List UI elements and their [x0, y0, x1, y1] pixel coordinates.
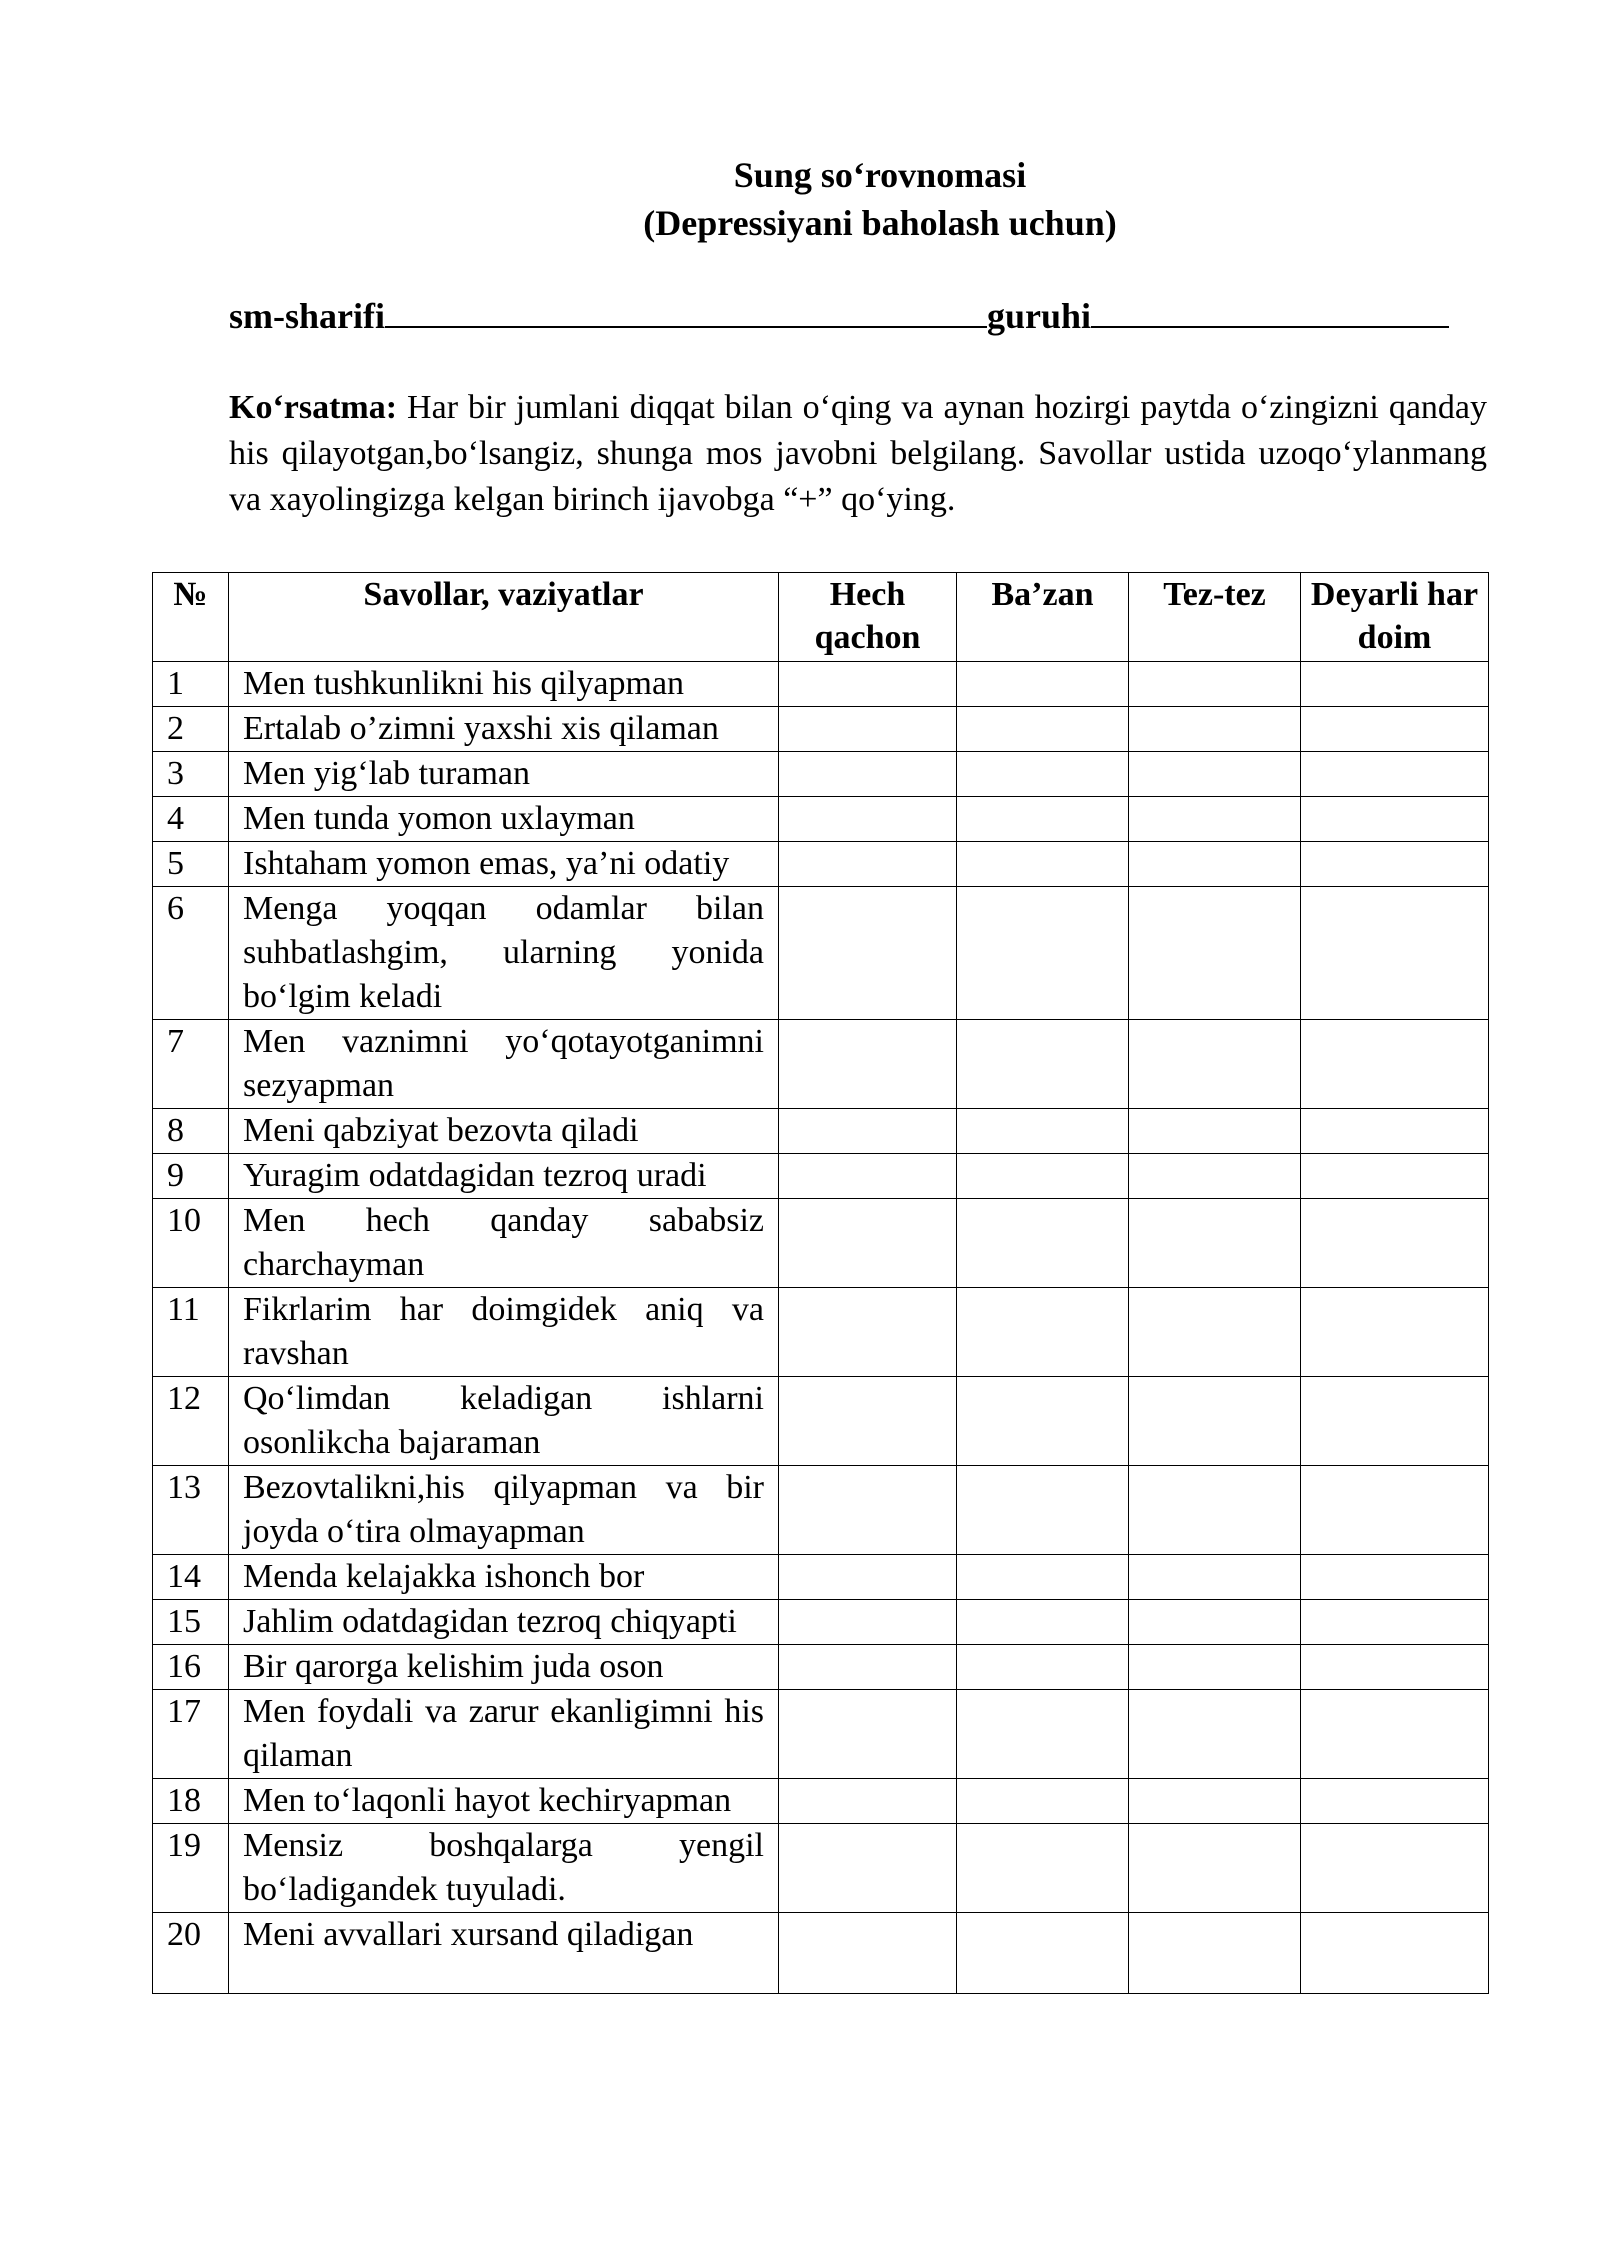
- instruction-text: Har bir jumlani diqqat bilan o‘qing va aynan hozirgi paytda o‘zingizni qanday his qilayotgan,bo‘lsangiz, shunga mos javobni belgilang. Savollar ustida uzoqo‘ylanmang va xayolingizga kelgan birinch ijavobga “+” qo‘ying.: [229, 389, 1487, 518]
- row-question: Men tunda yomon uxlayman: [229, 797, 779, 842]
- answer-cell-sometimes[interactable]: [957, 1020, 1129, 1109]
- row-number: 10: [153, 1199, 229, 1288]
- answer-cell-always[interactable]: [1301, 1779, 1489, 1824]
- row-question: Men yig‘lab turaman: [229, 752, 779, 797]
- row-question: Menga yoqqan odamlar bilan suhbatlashgim, ularning yonida bo‘lgim keladi: [229, 887, 779, 1020]
- answer-cell-always[interactable]: [1301, 1199, 1489, 1288]
- row-number: 4: [153, 797, 229, 842]
- answer-cell-sometimes[interactable]: [957, 1690, 1129, 1779]
- answer-cell-always[interactable]: [1301, 707, 1489, 752]
- answer-cell-never[interactable]: [779, 1466, 957, 1555]
- row-question: Bir qarorga kelishim juda oson: [229, 1645, 779, 1690]
- row-number: 3: [153, 752, 229, 797]
- row-number: 7: [153, 1020, 229, 1109]
- table-row: [153, 1779, 1489, 1824]
- answer-cell-often[interactable]: [1129, 1377, 1301, 1466]
- row-number: 11: [153, 1288, 229, 1377]
- header-always: Deyarli har doim: [1301, 573, 1489, 662]
- answer-cell-often[interactable]: [1129, 1779, 1301, 1824]
- answer-cell-never[interactable]: [779, 1600, 957, 1645]
- answer-cell-never[interactable]: [779, 662, 957, 707]
- group-blank-line: [1091, 292, 1449, 328]
- answer-cell-often[interactable]: [1129, 842, 1301, 887]
- answer-cell-always[interactable]: [1301, 1288, 1489, 1377]
- row-number: 15: [153, 1600, 229, 1645]
- answer-cell-always[interactable]: [1301, 1600, 1489, 1645]
- table-row: [153, 1913, 1489, 1994]
- table-header-row: [153, 573, 1489, 662]
- answer-cell-sometimes[interactable]: [957, 752, 1129, 797]
- answer-cell-sometimes[interactable]: [957, 1288, 1129, 1377]
- answer-cell-often[interactable]: [1129, 1020, 1301, 1109]
- table-row: [153, 1555, 1489, 1600]
- answer-cell-never[interactable]: [779, 1020, 957, 1109]
- header-often: Tez-tez: [1129, 573, 1301, 662]
- answer-cell-often[interactable]: [1129, 1466, 1301, 1555]
- table-row: [153, 1199, 1489, 1288]
- table-row: [153, 1377, 1489, 1466]
- answer-cell-often[interactable]: [1129, 1109, 1301, 1154]
- instruction-label: Ko‘rsatma:: [229, 389, 398, 426]
- answer-cell-often[interactable]: [1129, 797, 1301, 842]
- answer-cell-never[interactable]: [779, 1199, 957, 1288]
- answer-cell-often[interactable]: [1129, 1288, 1301, 1377]
- answer-cell-never[interactable]: [779, 707, 957, 752]
- answer-cell-sometimes[interactable]: [957, 842, 1129, 887]
- table-row: [153, 752, 1489, 797]
- name-blank-line: [385, 292, 987, 328]
- row-question: Fikrlarim har doimgidek aniq va ravshan: [229, 1288, 779, 1377]
- row-question: Men vaznimni yo‘qotayotganimni sezyapman: [229, 1020, 779, 1109]
- answer-cell-never[interactable]: [779, 1779, 957, 1824]
- row-number: 20: [153, 1913, 229, 1994]
- name-group-field: [229, 292, 1469, 339]
- row-question: Bezovtalikni,his qilyapman va bir joyda o‘tira olmayapman: [229, 1466, 779, 1555]
- answer-cell-never[interactable]: [779, 1555, 957, 1600]
- answer-cell-sometimes[interactable]: [957, 662, 1129, 707]
- survey-table: [152, 572, 1489, 1994]
- row-number: 19: [153, 1824, 229, 1913]
- row-question: Ishtaham yomon emas, ya’ni odatiy: [229, 842, 779, 887]
- row-question: Men to‘laqonli hayot kechiryapman: [229, 1779, 779, 1824]
- table-row: [153, 1154, 1489, 1199]
- answer-cell-sometimes[interactable]: [957, 1154, 1129, 1199]
- answer-cell-never[interactable]: [779, 1154, 957, 1199]
- table-row: [153, 842, 1489, 887]
- answer-cell-sometimes[interactable]: [957, 1645, 1129, 1690]
- header-question: Savollar, vaziyatlar: [229, 573, 779, 662]
- answer-cell-sometimes[interactable]: [957, 1377, 1129, 1466]
- table-row: [153, 1824, 1489, 1913]
- answer-cell-sometimes[interactable]: [957, 1466, 1129, 1555]
- answer-cell-sometimes[interactable]: [957, 1779, 1129, 1824]
- answer-cell-never[interactable]: [779, 1824, 957, 1913]
- table-row: [153, 662, 1489, 707]
- header-number: №: [153, 573, 229, 662]
- answer-cell-often[interactable]: [1129, 1824, 1301, 1913]
- answer-cell-always[interactable]: [1301, 1913, 1489, 1994]
- answer-cell-always[interactable]: [1301, 1377, 1489, 1466]
- row-question: Men foydali va zarur ekanligimni his qilaman: [229, 1690, 779, 1779]
- answer-cell-always[interactable]: [1301, 842, 1489, 887]
- answer-cell-always[interactable]: [1301, 1466, 1489, 1555]
- answer-cell-often[interactable]: [1129, 1645, 1301, 1690]
- answer-cell-always[interactable]: [1301, 1154, 1489, 1199]
- answer-cell-sometimes[interactable]: [957, 707, 1129, 752]
- answer-cell-often[interactable]: [1129, 1555, 1301, 1600]
- row-question: Meni qabziyat bezovta qiladi: [229, 1109, 779, 1154]
- answer-cell-sometimes[interactable]: [957, 1199, 1129, 1288]
- answer-cell-never[interactable]: [779, 1288, 957, 1377]
- table-row: [153, 1600, 1489, 1645]
- answer-cell-sometimes[interactable]: [957, 1555, 1129, 1600]
- table-row: [153, 707, 1489, 752]
- answer-cell-sometimes[interactable]: [957, 887, 1129, 1020]
- row-number: 1: [153, 662, 229, 707]
- row-number: 13: [153, 1466, 229, 1555]
- answer-cell-always[interactable]: [1301, 797, 1489, 842]
- answer-cell-often[interactable]: [1129, 752, 1301, 797]
- answer-cell-often[interactable]: [1129, 1154, 1301, 1199]
- answer-cell-always[interactable]: [1301, 887, 1489, 1020]
- answer-cell-often[interactable]: [1129, 1600, 1301, 1645]
- page-subtitle: (Depressiyani baholash uchun): [643, 203, 1117, 243]
- answer-cell-often[interactable]: [1129, 887, 1301, 1020]
- answer-cell-always[interactable]: [1301, 1645, 1489, 1690]
- row-number: 5: [153, 842, 229, 887]
- row-number: 16: [153, 1645, 229, 1690]
- group-label: guruhi: [987, 296, 1092, 336]
- answer-cell-never[interactable]: [779, 1645, 957, 1690]
- table-row: [153, 1690, 1489, 1779]
- answer-cell-sometimes[interactable]: [957, 797, 1129, 842]
- row-number: 12: [153, 1377, 229, 1466]
- row-number: 2: [153, 707, 229, 752]
- row-question: Menda kelajakka ishonch bor: [229, 1555, 779, 1600]
- answer-cell-always[interactable]: [1301, 1555, 1489, 1600]
- answer-cell-often[interactable]: [1129, 707, 1301, 752]
- answer-cell-never[interactable]: [779, 797, 957, 842]
- answer-cell-always[interactable]: [1301, 1020, 1489, 1109]
- answer-cell-never[interactable]: [779, 1690, 957, 1779]
- instruction-paragraph: [229, 385, 1487, 523]
- answer-cell-always[interactable]: [1301, 1109, 1489, 1154]
- row-question: Mensiz boshqalarga yengil bo‘ladigandek tuyuladi.: [229, 1824, 779, 1913]
- table-row: [153, 1645, 1489, 1690]
- table-row: [153, 887, 1489, 1020]
- header-never: Hech qachon: [779, 573, 957, 662]
- answer-cell-never[interactable]: [779, 1913, 957, 1994]
- row-question: Qo‘limdan keladigan ishlarni osonlikcha bajaraman: [229, 1377, 779, 1466]
- header-sometimes: Ba’zan: [957, 573, 1129, 662]
- answer-cell-never[interactable]: [779, 887, 957, 1020]
- row-number: 9: [153, 1154, 229, 1199]
- row-question: Jahlim odatdagidan tezroq chiqyapti: [229, 1600, 779, 1645]
- name-label: sm-sharifi: [229, 296, 385, 336]
- table-row: [153, 1466, 1489, 1555]
- answer-cell-never[interactable]: [779, 1109, 957, 1154]
- row-question: Meni avvallari xursand qiladigan: [229, 1913, 779, 1994]
- answer-cell-always[interactable]: [1301, 1824, 1489, 1913]
- table-row: [153, 1109, 1489, 1154]
- answer-cell-sometimes[interactable]: [957, 1824, 1129, 1913]
- table-row: [153, 797, 1489, 842]
- answer-cell-sometimes[interactable]: [957, 1109, 1129, 1154]
- answer-cell-never[interactable]: [779, 842, 957, 887]
- table-row: [153, 1020, 1489, 1109]
- row-number: 17: [153, 1690, 229, 1779]
- answer-cell-always[interactable]: [1301, 752, 1489, 797]
- answer-cell-often[interactable]: [1129, 1199, 1301, 1288]
- answer-cell-always[interactable]: [1301, 662, 1489, 707]
- answer-cell-sometimes[interactable]: [957, 1600, 1129, 1645]
- answer-cell-never[interactable]: [779, 752, 957, 797]
- row-number: 6: [153, 887, 229, 1020]
- row-number: 18: [153, 1779, 229, 1824]
- table-row: [153, 1288, 1489, 1377]
- answer-cell-often[interactable]: [1129, 662, 1301, 707]
- row-question: Ertalab o’zimni yaxshi xis qilaman: [229, 707, 779, 752]
- answer-cell-often[interactable]: [1129, 1690, 1301, 1779]
- row-number: 14: [153, 1555, 229, 1600]
- answer-cell-sometimes[interactable]: [957, 1913, 1129, 1994]
- page-title: Sung so‘rovnomasi: [733, 155, 1027, 195]
- answer-cell-often[interactable]: [1129, 1913, 1301, 1994]
- row-question: Yuragim odatdagidan tezroq uradi: [229, 1154, 779, 1199]
- row-question: Men hech qanday sababsiz charchayman: [229, 1199, 779, 1288]
- answer-cell-always[interactable]: [1301, 1690, 1489, 1779]
- row-number: 8: [153, 1109, 229, 1154]
- answer-cell-never[interactable]: [779, 1377, 957, 1466]
- row-question: Men tushkunlikni his qilyapman: [229, 662, 779, 707]
